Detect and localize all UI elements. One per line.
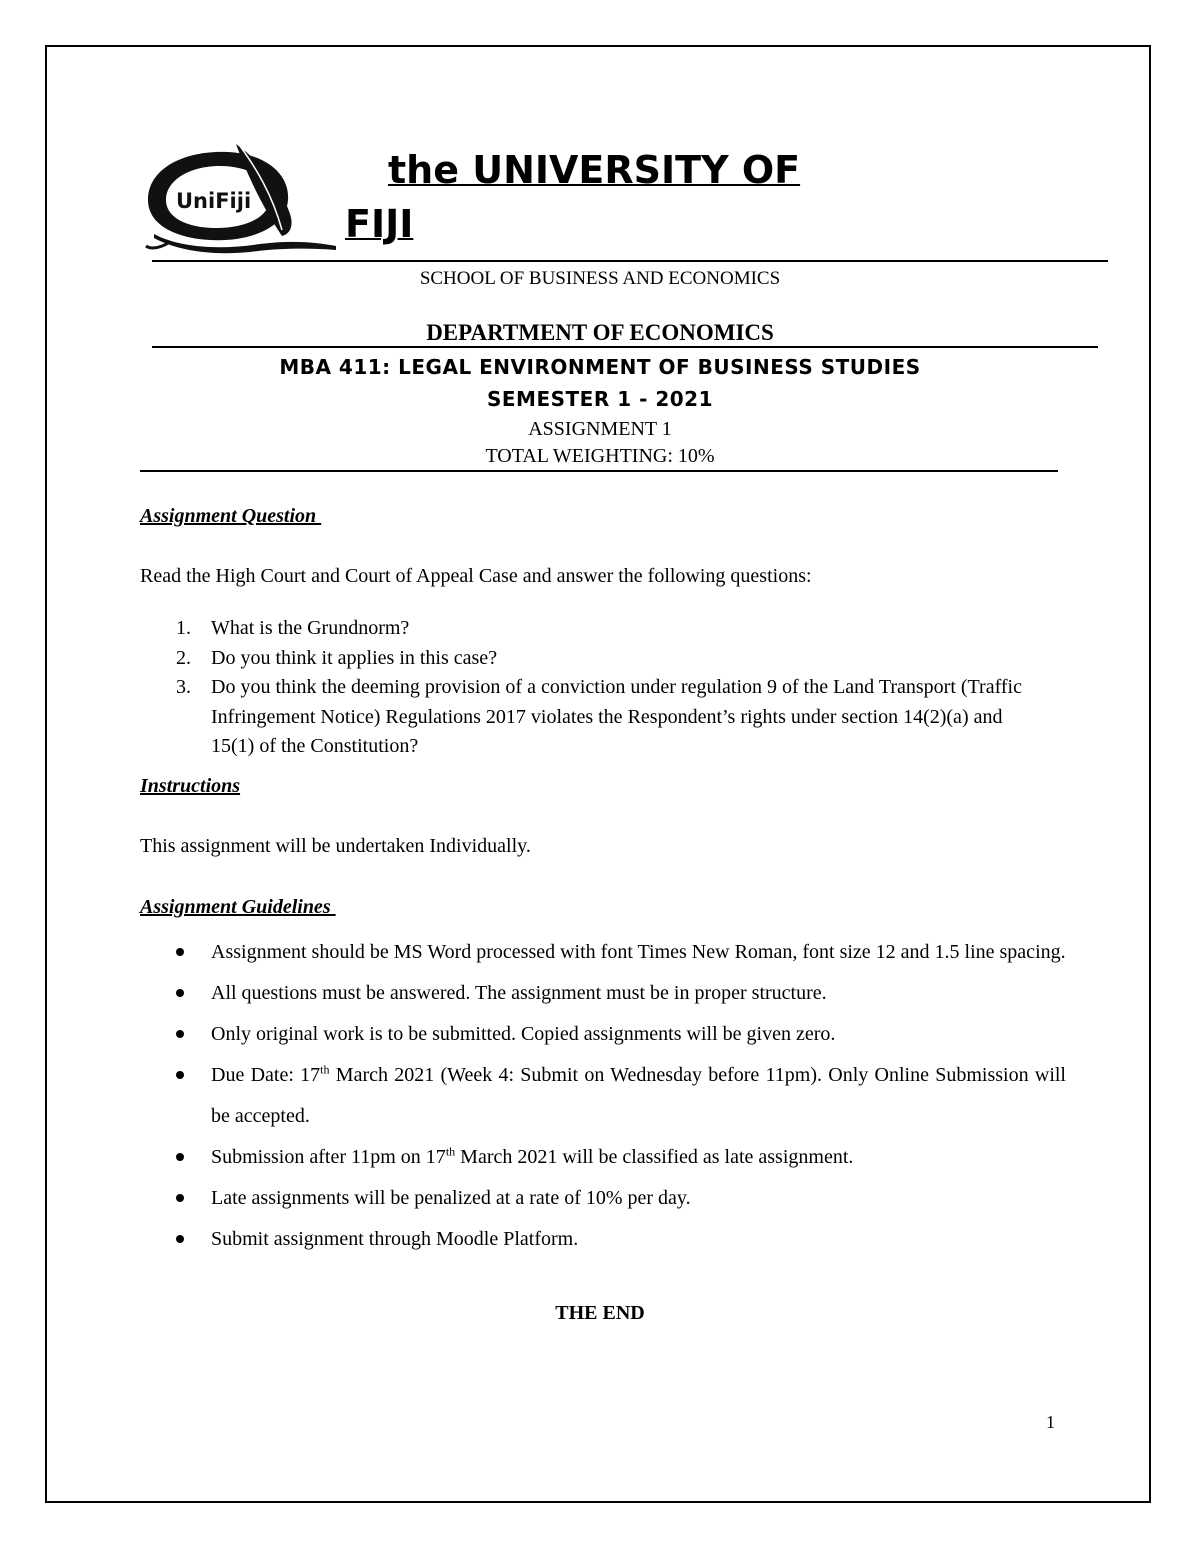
the-end-label: THE END xyxy=(555,1302,645,1324)
semester-label: SEMESTER 1 - 2021 xyxy=(486,387,713,411)
guideline-text: All questions must be answered. The assignment must be in proper structure. xyxy=(211,982,827,1004)
department-divider xyxy=(152,346,1098,348)
guideline-text: Submit assignment through Moodle Platform. xyxy=(211,1228,579,1250)
question-text: What is the Grundnorm? xyxy=(211,617,410,639)
list-number: 3. xyxy=(176,676,191,698)
assignment-label: ASSIGNMENT 1 xyxy=(528,418,672,440)
guideline-text-pre: Due Date: 17 xyxy=(211,1064,321,1086)
guidelines-heading: Assignment Guidelines xyxy=(140,896,336,918)
guideline-text: Only original work is to be submitted. Copied assignments will be given zero. xyxy=(211,1023,836,1045)
weighting-label: TOTAL WEIGHTING: 10% xyxy=(485,445,715,467)
guideline-text: Late assignments will be penalized at a rate of 10% per day. xyxy=(211,1187,691,1209)
unifiji-logo xyxy=(140,138,340,258)
guideline-text-pre: Submission after 11pm on 17 xyxy=(211,1146,446,1168)
list-item xyxy=(176,614,1036,644)
bullet-icon xyxy=(176,1194,184,1202)
header-divider-bottom xyxy=(140,470,1058,472)
ordinal-suffix: th xyxy=(445,1144,456,1159)
list-number: 2. xyxy=(176,646,191,669)
guideline-text-post: March 2021 will be classified as late assignment. xyxy=(455,1146,854,1168)
instructions-text: This assignment will be undertaken Individually. xyxy=(140,835,531,857)
instructions-heading: Instructions xyxy=(140,775,241,797)
guidelines-list xyxy=(176,932,1066,1260)
question-list xyxy=(176,614,1036,762)
bullet-icon xyxy=(176,1071,184,1079)
page-number: 1 xyxy=(1046,1412,1055,1432)
university-title-line1: the UNIVERSITY OF xyxy=(388,148,801,192)
list-item xyxy=(176,644,1036,674)
bullet-icon xyxy=(176,1030,184,1038)
list-item xyxy=(176,1137,1066,1178)
list-item xyxy=(176,1055,1066,1137)
list-item xyxy=(176,973,1066,1014)
header-divider-top xyxy=(152,260,1108,262)
department-name: DEPARTMENT OF ECONOMICS xyxy=(426,320,774,345)
question-intro: Read the High Court and Court of Appeal Case and answer the following questions: xyxy=(140,565,812,587)
list-item xyxy=(176,1219,1066,1260)
ordinal-suffix: th xyxy=(320,1062,330,1077)
assignment-question-heading: Assignment Question xyxy=(140,505,322,527)
bullet-icon xyxy=(176,989,184,997)
page-border xyxy=(45,45,1151,1503)
list-item xyxy=(176,932,1066,973)
bullet-icon xyxy=(176,1153,184,1161)
school-name: SCHOOL OF BUSINESS AND ECONOMICS xyxy=(419,268,781,289)
guideline-text-post: March 2021 (Week 4: Submit on Wednesday before 11pm). Only Online Submission will be accepted. xyxy=(211,1064,1066,1127)
list-item xyxy=(176,1178,1066,1219)
bullet-icon xyxy=(176,948,184,956)
question-text: Do you think it applies in this case? xyxy=(211,646,498,669)
list-item xyxy=(176,673,1036,762)
university-title-line2: FIJI xyxy=(345,202,414,246)
logo-text: UniFiji xyxy=(176,189,252,213)
list-item xyxy=(176,1014,1066,1055)
question-text: Do you think the deeming provision of a conviction under regulation 9 of the Land Transport (Traffic Infringement Notice) Regulations 2017 violates the Respondent’s rights under section 14(2)(a) and 15(1) of the Constitution? xyxy=(211,676,1022,757)
bullet-icon xyxy=(176,1235,184,1243)
list-number: 1. xyxy=(176,617,191,639)
course-title: MBA 411: LEGAL ENVIRONMENT OF BUSINESS STUDIES xyxy=(279,355,921,379)
guideline-text: Assignment should be MS Word processed with font Times New Roman, font size 12 and 1.5 line spacing. xyxy=(211,941,1066,963)
